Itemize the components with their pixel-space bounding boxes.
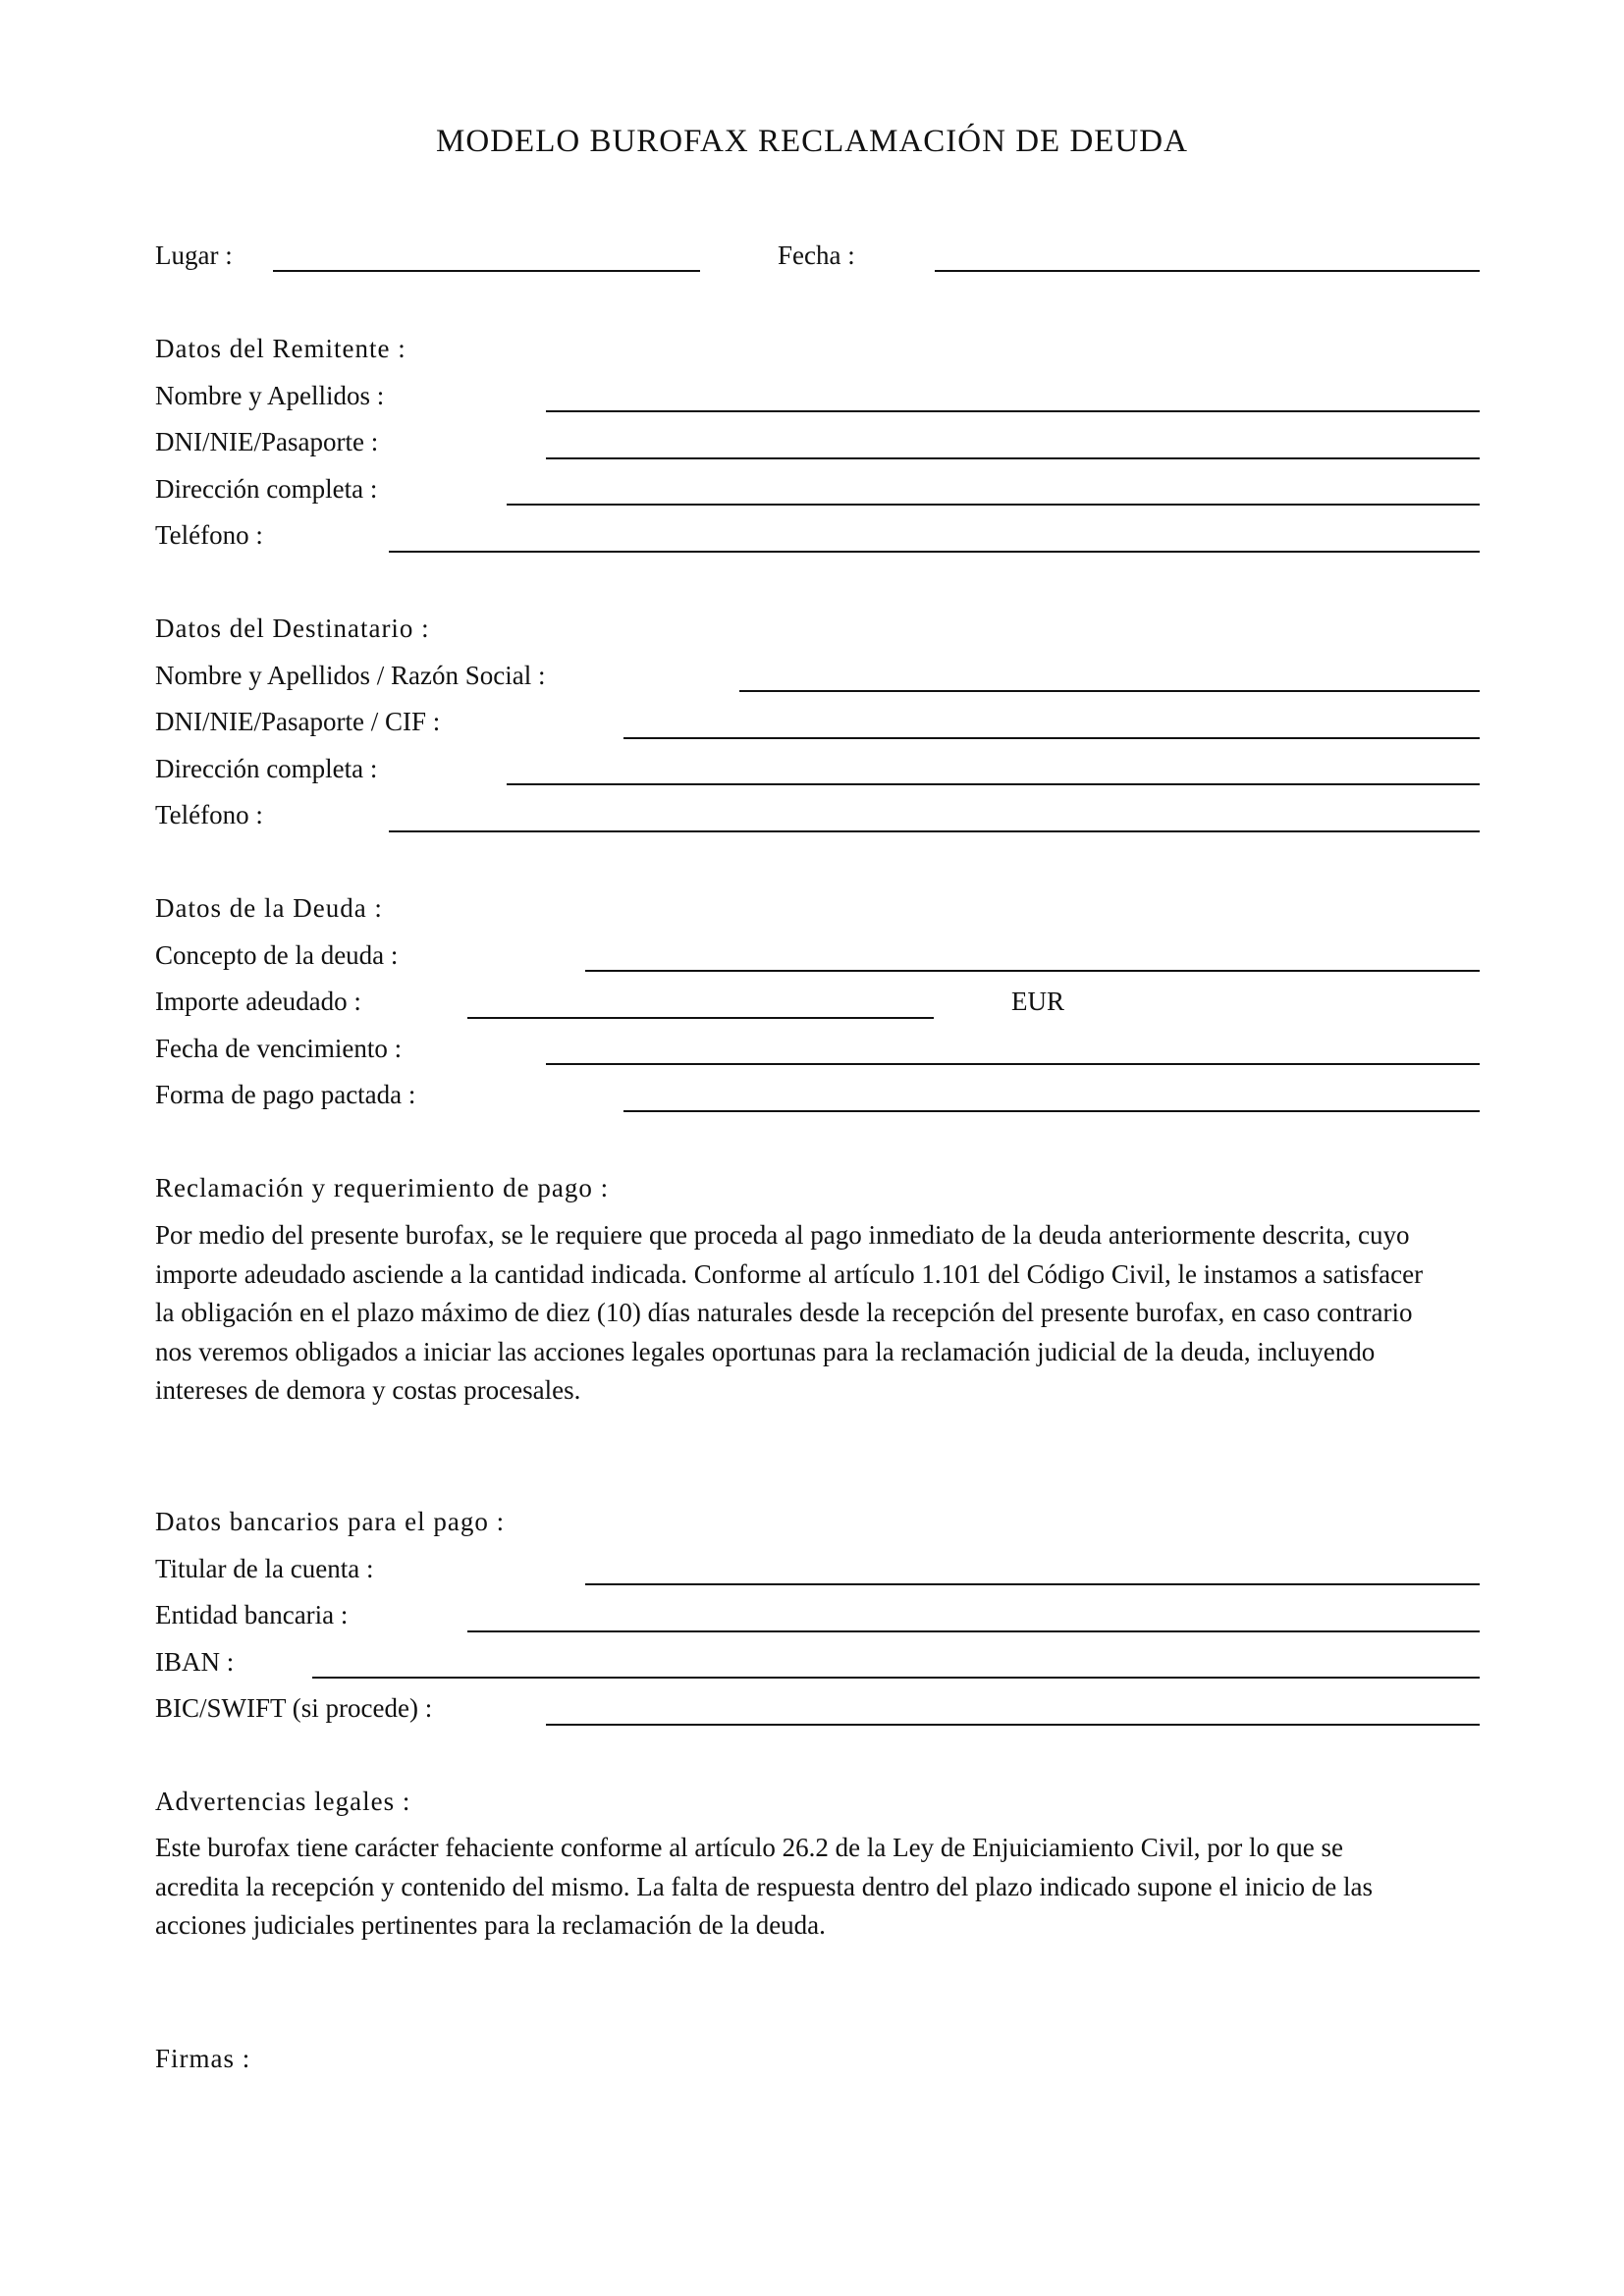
document-title: MODELO BUROFAX RECLAMACIÓN DE DEUDA — [436, 124, 1188, 159]
claim-line: intereses de demora y costas procesales. — [155, 1375, 581, 1405]
legal-warning-line: Este burofax tiene carácter fehaciente conforme al artículo 26.2 de la Ley de Enjuiciamiento Civil, por lo que se — [155, 1833, 1344, 1862]
recipient-address-label: Dirección completa : — [155, 754, 378, 783]
legal-warnings-paragraph — [155, 1829, 1490, 1946]
currency-label: EUR — [1011, 987, 1064, 1016]
recipient-phone-field[interactable] — [389, 830, 1480, 832]
sender-address-label: Dirección completa : — [155, 474, 378, 504]
recipient-phone-label: Teléfono : — [155, 800, 263, 829]
place-label: Lugar : — [155, 240, 233, 270]
bank-section-heading: Datos bancarios para el pago : — [155, 1507, 506, 1536]
bic-swift-field[interactable] — [546, 1724, 1480, 1726]
recipient-id-field[interactable] — [623, 737, 1480, 739]
date-label: Fecha : — [778, 240, 855, 270]
claim-line: la obligación en el plazo máximo de diez (10) días naturales desde la recepción del presente burofax, en caso contrario — [155, 1298, 1413, 1327]
recipient-address-field[interactable] — [507, 783, 1480, 785]
signatures-heading: Firmas : — [155, 2044, 251, 2073]
iban-label: IBAN : — [155, 1647, 235, 1677]
claim-line: Por medio del presente burofax, se le requiere que proceda al pago inmediato de la deuda anteriormente descrita, cuyo — [155, 1220, 1410, 1250]
account-holder-field[interactable] — [585, 1583, 1480, 1585]
sender-phone-label: Teléfono : — [155, 520, 263, 550]
claim-section-heading: Reclamación y requerimiento de pago : — [155, 1173, 610, 1202]
legal-warnings-heading: Advertencias legales : — [155, 1787, 411, 1816]
bic-swift-label: BIC/SWIFT (si procede) : — [155, 1693, 433, 1723]
bank-name-label: Entidad bancaria : — [155, 1600, 349, 1629]
sender-section-heading: Datos del Remitente : — [155, 334, 406, 363]
due-date-field[interactable] — [546, 1063, 1480, 1065]
claim-paragraph — [155, 1216, 1490, 1411]
claim-line: nos veremos obligados a iniciar las acciones legales oportunas para la reclamación judicial de la deuda, incluyendo — [155, 1336, 1376, 1366]
claim-line: importe adeudado asciende a la cantidad indicada. Conforme al artículo 1.101 del Código Civil, le instamos a satisfacer — [155, 1258, 1424, 1289]
place-field[interactable] — [273, 270, 700, 272]
debt-amount-field[interactable] — [467, 1017, 934, 1019]
recipient-id-label: DNI/NIE/Pasaporte / CIF : — [155, 707, 441, 736]
sender-id-field[interactable] — [546, 457, 1480, 459]
legal-warning-line: acredita la recepción y contenido del mismo. La falta de respuesta dentro del plazo indicado supone el inicio de las — [155, 1871, 1374, 1901]
date-field[interactable] — [935, 270, 1480, 272]
debt-section-heading: Datos de la Deuda : — [155, 893, 383, 923]
recipient-section-heading: Datos del Destinatario : — [155, 614, 430, 643]
sender-name-field[interactable] — [546, 410, 1480, 412]
sender-phone-field[interactable] — [389, 551, 1480, 553]
sender-name-label: Nombre y Apellidos : — [155, 381, 385, 410]
sender-address-field[interactable] — [507, 504, 1480, 506]
iban-field[interactable] — [312, 1677, 1480, 1679]
account-holder-label: Titular de la cuenta : — [155, 1554, 374, 1583]
sender-id-label: DNI/NIE/Pasaporte : — [155, 427, 379, 456]
bank-name-field[interactable] — [467, 1630, 1480, 1632]
due-date-label: Fecha de vencimiento : — [155, 1034, 403, 1063]
debt-amount-label: Importe adeudado : — [155, 987, 361, 1016]
payment-method-field[interactable] — [623, 1110, 1480, 1112]
recipient-name-field[interactable] — [739, 690, 1480, 692]
payment-method-label: Forma de pago pactada : — [155, 1080, 416, 1109]
legal-warning-line: acciones judiciales pertinentes para la reclamación de la deuda. — [155, 1910, 826, 1940]
debt-concept-field[interactable] — [585, 970, 1480, 972]
debt-concept-label: Concepto de la deuda : — [155, 940, 399, 970]
recipient-name-label: Nombre y Apellidos / Razón Social : — [155, 661, 546, 690]
